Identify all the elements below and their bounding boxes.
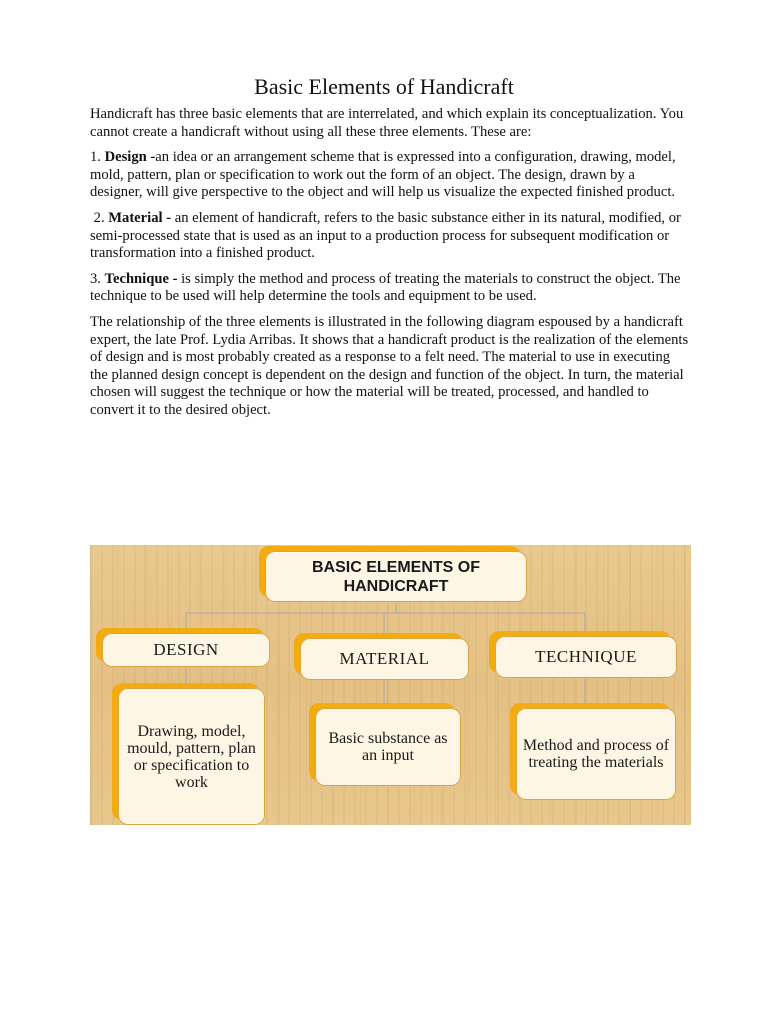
- page-title: Basic Elements of Handicraft: [254, 74, 514, 99]
- item-number: 2.: [90, 209, 109, 226]
- item-term: Design -: [104, 149, 156, 166]
- design-description-box: Drawing, model, mould, pattern, plan or specification to work: [118, 688, 265, 825]
- material-description-box: Basic substance as an input: [315, 708, 461, 786]
- item-material: [90, 210, 690, 263]
- category-material-box: MATERIAL: [300, 638, 469, 680]
- item-text: an element of handicraft, refers to the basic substance either in its natural, modified, or semi-processed state that is used as an input to a production process for subsequent modification or transformation into a finished product.: [90, 209, 681, 262]
- category-design-box: DESIGN: [102, 633, 270, 667]
- item-number: 1.: [90, 149, 105, 166]
- relationship-paragraph: The relationship of the three elements is illustrated in the following diagram espoused by a handicraft expert, the late Prof. Lydia Arribas. It shows that a handicraft product is the realization of the elements of design and is most probably created as a response to a felt need. The material to use in executing the planned design concept is dependent on the design and function of the object. In turn, the material chosen will suggest the technique or how the material will be treated, processed, and handled to convert it to the desired object.: [90, 313, 689, 418]
- item-term: Material -: [108, 209, 172, 226]
- technique-description-box: Method and process of treating the materials: [516, 708, 676, 800]
- category-technique-box: TECHNIQUE: [495, 636, 677, 678]
- body-text: [90, 106, 690, 428]
- item-design: [90, 149, 690, 202]
- diagram-root-box: BASIC ELEMENTS OF HANDICRAFT: [265, 551, 527, 602]
- handicraft-diagram: [90, 545, 691, 825]
- item-number: 3.: [90, 270, 105, 287]
- intro-paragraph: Handicraft has three basic elements that are interrelated, and which explain its conceptualization. You cannot create a handicraft without using all these three elements. These are:: [90, 106, 684, 140]
- item-text: is simply the method and process of treating the materials to construct the object. The technique to be used will help determine the tools and equipment to be used.: [90, 270, 681, 305]
- item-technique: [90, 271, 690, 306]
- item-term: Technique -: [104, 270, 178, 287]
- item-text: an idea or an arrangement scheme that is expressed into a configuration, drawing, model, mold, pattern, plan or specification to work out the form of an object. The design, drawn by a designer, will give perspective to the object and will help us visualize the expected finished product.: [90, 149, 676, 201]
